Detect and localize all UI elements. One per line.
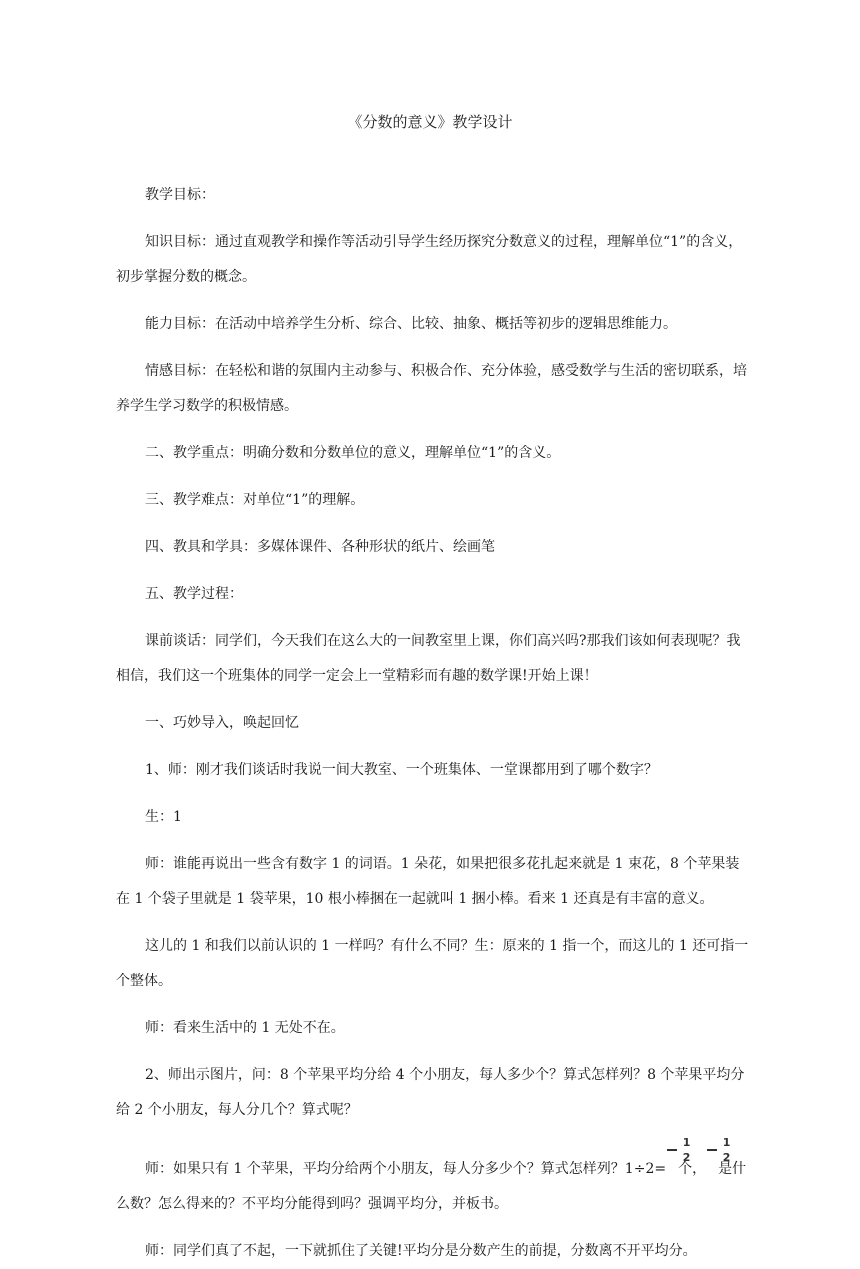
paragraph-teacher-words: 师：谁能再说出一些含有数字 1 的词语。1 朵花，如果把很多花扎起来就是 1 束花，8 个苹果装在 1 个袋子里就是 1 袋苹果，10 根小棒捆在一起就叫 1 捆小棒。看来 1 还真是有丰富的意义。 [116, 856, 740, 907]
paragraph-teacher-question-1: 1、师：刚才我们谈话时我说一间大教室、一个班集体、一堂课都用到了哪个数字？ [145, 762, 658, 778]
paragraph-ability-goal: 能力目标：在活动中培养学生分析、综合、比较、抽象、概括等初步的逻辑思维能力。 [145, 316, 677, 332]
fraction-one-half [666, 1136, 691, 1173]
paragraph-everywhere: 师：看来生活中的 1 无处不在。 [145, 1020, 345, 1036]
paragraph-process: 五、教学过程： [145, 586, 243, 602]
paragraph-teaching-goals: 教学目标： [145, 187, 215, 203]
paragraph-difficulty: 三、教学难点：对单位“1”的理解。 [145, 492, 365, 508]
fraction-numerator-second: 1 [722, 1136, 731, 1149]
paragraph-pre-class-talk: 课前谈话：同学们，今天我们在这么大的一间教室里上课，你们高兴吗?那我们该如何表现呢？我相信，我们这一个班集体的同学一定会上一堂精彩而有趣的数学课!开始上课！ [116, 633, 741, 684]
paragraph-knowledge-goal: 知识目标：通过直观教学和操作等活动引导学生经历探究分数意义的过程，理解单位“1”的含义，初步掌握分数的概念。 [116, 234, 743, 285]
paragraph-student-answer: 生：1 [145, 809, 182, 825]
paragraph-one-apple-part-c: 是什么数？怎么得来的？不平均分能得到吗？强调平均分，并板书。 [116, 1161, 747, 1212]
paragraph-difference: 这儿的 1 和我们以前认识的 1 一样吗？有什么不同？生：原来的 1 指一个，而这儿的 1 还可指一个整体。 [116, 938, 749, 989]
paragraph-one-apple [116, 1136, 750, 1222]
paragraph-emotion-goal: 情感目标：在轻松和谐的氛围内主动参与、积极合作、充分体验，感受数学与生活的密切联系，培养学生学习数学的积极情感。 [116, 363, 747, 414]
paragraph-teacher-question-2: 2、师出示图片，问：8 个苹果平均分给 4 个小朋友，每人多少个？算式怎样列？8 个苹果平均分给 2 个小朋友，每人分几个？算式呢？ [116, 1067, 745, 1118]
fraction-denominator: 2 [682, 1150, 691, 1164]
fraction-numerator: 1 [682, 1136, 691, 1149]
fraction-bar [667, 1149, 677, 1151]
paragraph-section-1: 一、巧妙导入，唤起回忆 [145, 715, 299, 731]
paragraph-conclusion: 师：同学们真了不起，一下就抓住了关键!平均分是分数产生的前提，分数离不开平均分。 [145, 1243, 697, 1259]
paragraph-one-apple-part-b: 个， [678, 1161, 707, 1177]
paragraph-materials: 四、教具和学具：多媒体课件、各种形状的纸片、绘画笔 [145, 539, 495, 555]
fraction-bar-second [707, 1149, 717, 1151]
fraction-one-half-second [706, 1136, 731, 1173]
fraction-denominator-second: 2 [722, 1150, 731, 1164]
paragraph-key-points: 二、教学重点：明确分数和分数单位的意义，理解单位“1”的含义。 [145, 445, 561, 461]
document-title: 《分数的意义》教学设计 [347, 113, 513, 131]
paragraph-one-apple-part-a: 师：如果只有 1 个苹果，平均分给两个小朋友，每人分多少个？算式怎样列？1÷2= [145, 1161, 667, 1177]
document-body [116, 178, 750, 1269]
